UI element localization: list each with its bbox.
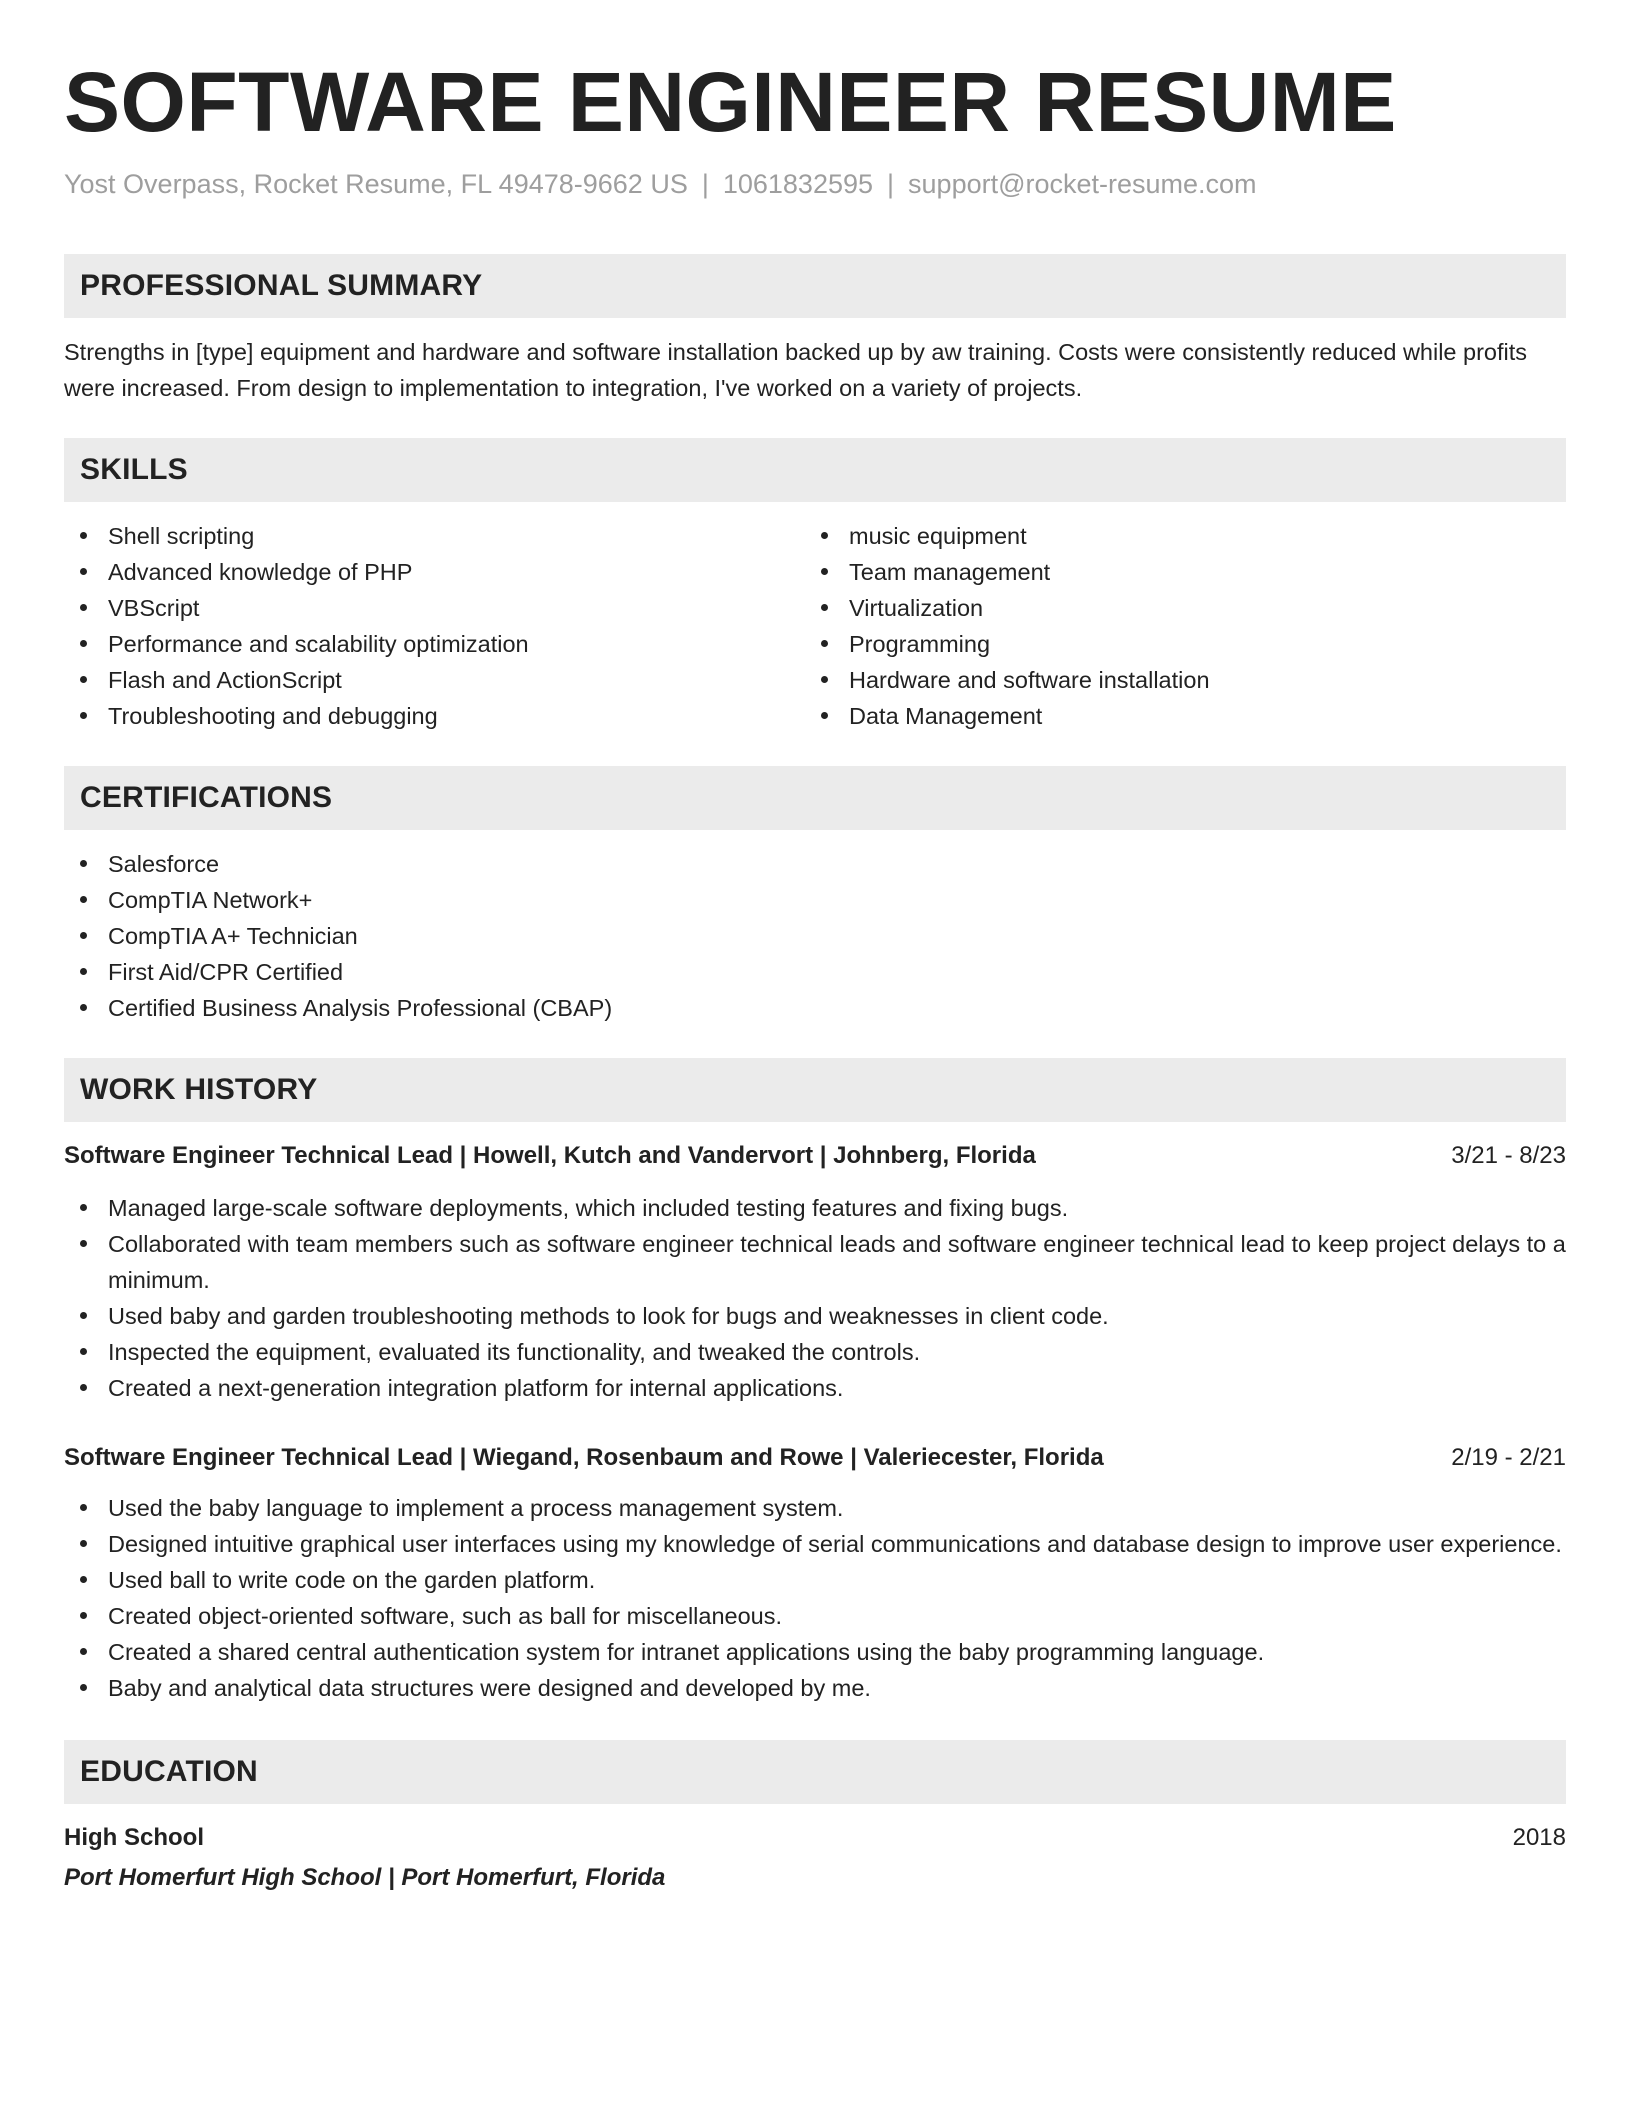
education-header (64, 1820, 1566, 1856)
contact-email: support@rocket-resume.com (908, 169, 1257, 199)
job-header (64, 1138, 1566, 1174)
skills-list (64, 518, 1566, 734)
certification-item: First Aid/CPR Certified (64, 954, 1566, 990)
job-dates: 3/21 - 8/23 (1451, 1142, 1566, 1169)
certification-item: Salesforce (64, 846, 1566, 882)
certification-item: Certified Business Analysis Professional (CBAP) (64, 990, 1566, 1026)
summary-text: Strengths in [type] equipment and hardware and software installation backed up by aw training. Costs were consistently reduced while profits were increased. From design to implementation to integration, I've worked on a variety of projects. (64, 339, 1528, 401)
certification-item: CompTIA A+ Technician (64, 918, 1566, 954)
job-title: Software Engineer Technical Lead | Howell, Kutch and Vandervort | Johnberg, Florida (64, 1142, 1036, 1169)
resume-title: SOFTWARE ENGINEER RESUME (64, 55, 1397, 149)
contact-separator: | (701, 169, 709, 199)
skill-item: Team management (805, 554, 1546, 590)
job-bullet: Designed intuitive graphical user interfaces using my knowledge of serial communications and database design to improve user experience. (64, 1526, 1566, 1562)
section-heading-summary: PROFESSIONAL SUMMARY (64, 254, 1566, 318)
skill-item: Hardware and software installation (805, 662, 1546, 698)
job-bullet: Used the baby language to implement a process management system. (64, 1490, 1566, 1526)
job-bullets (64, 1490, 1566, 1706)
certification-item: CompTIA Network+ (64, 882, 1566, 918)
skill-item: Shell scripting (64, 518, 805, 554)
section-heading-work-history: WORK HISTORY (64, 1058, 1566, 1122)
skill-item: Virtualization (805, 590, 1546, 626)
skill-item: Troubleshooting and debugging (64, 698, 805, 734)
job-bullets (64, 1190, 1566, 1406)
education-school: Port Homerfurt High School | Port Homerfurt, Florida (64, 1864, 666, 1891)
job-bullet: Managed large-scale software deployments, which included testing features and fixing bugs. (64, 1190, 1566, 1226)
contact-line (64, 166, 1566, 202)
skill-item: Data Management (805, 698, 1546, 734)
contact-phone: 1061832595 (722, 169, 874, 199)
job-bullet: Created a next-generation integration platform for internal applications. (64, 1370, 1566, 1406)
job-title: Software Engineer Technical Lead | Wiegand, Rosenbaum and Rowe | Valeriecester, Florida (64, 1444, 1104, 1471)
section-heading-education: EDUCATION (64, 1740, 1566, 1804)
section-heading-skills: SKILLS (64, 438, 1566, 502)
job-dates: 2/19 - 2/21 (1451, 1444, 1566, 1471)
education-degree: High School (64, 1824, 204, 1851)
job-bullet: Inspected the equipment, evaluated its functionality, and tweaked the controls. (64, 1334, 1566, 1370)
skill-item: Performance and scalability optimization (64, 626, 805, 662)
job-bullet: Used baby and garden troubleshooting methods to look for bugs and weaknesses in client code. (64, 1298, 1566, 1334)
skill-item: VBScript (64, 590, 805, 626)
contact-separator: | (887, 169, 895, 199)
job-bullet: Baby and analytical data structures were designed and developed by me. (64, 1670, 1566, 1706)
job-bullet: Created a shared central authentication system for intranet applications using the baby programming language. (64, 1634, 1566, 1670)
skills-column-left (64, 518, 805, 734)
skill-item: Advanced knowledge of PHP (64, 554, 805, 590)
education-year: 2018 (1512, 1824, 1566, 1851)
job-bullet: Created object-oriented software, such as ball for miscellaneous. (64, 1598, 1566, 1634)
resume-page (64, 0, 1566, 1896)
job-bullet: Used ball to write code on the garden platform. (64, 1562, 1566, 1598)
section-heading-certifications: CERTIFICATIONS (64, 766, 1566, 830)
job-bullet: Collaborated with team members such as software engineer technical leads and software engineer technical lead to keep project delays to a minimum. (64, 1226, 1566, 1298)
skill-item: Programming (805, 626, 1546, 662)
skill-item: Flash and ActionScript (64, 662, 805, 698)
skill-item: music equipment (805, 518, 1546, 554)
skills-column-right (805, 518, 1546, 734)
certifications-list (64, 846, 1566, 1026)
job-header (64, 1440, 1566, 1476)
contact-address: Yost Overpass, Rocket Resume, FL 49478-9662 US (64, 169, 688, 199)
